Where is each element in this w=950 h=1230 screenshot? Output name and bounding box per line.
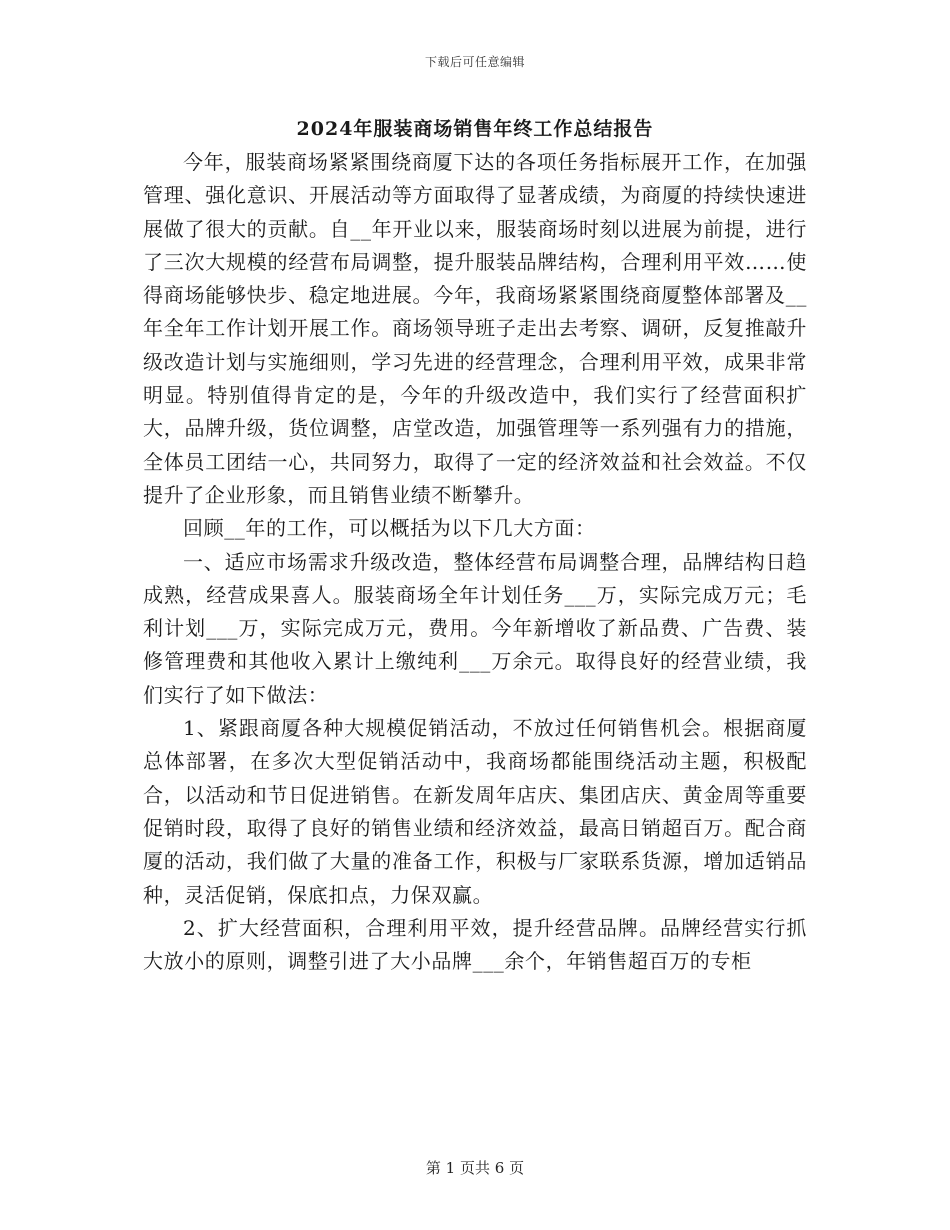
paragraph-item-2: 2、扩大经营面积，合理利用平效，提升经营品牌。品牌经营实行抓大放小的原则，调整引进了大小品牌___余个，年销售超百万的专柜	[143, 915, 807, 974]
header-note: 下载后可任意编辑	[424, 55, 525, 69]
paragraph-item-1: 1、紧跟商厦各种大规模促销活动，不放过任何销售机会。根据商厦总体部署，在多次大型促销活动中，我商场都能围绕活动主题，积极配合，以活动和节日促进销售。在新发周年店庆、集团店庆、黄金周等重要促销时段，取得了良好的销售业绩和经济效益，最高日销超百万。配合商厦的活动，我们做了大量的准备工作，积极与厂家联系货源，增加适销品种，灵活促销，保底扣点，力保双赢。	[143, 716, 807, 907]
paragraph-section-1: 一、适应市场需求升级改造，整体经营布局调整合理，品牌结构日趋成熟，经营成果喜人。服装商场全年计划任务___万，实际完成万元；毛利计划___万，实际完成万元，费用。今年新增收了新品费、广告费、装修管理费和其他收入累计上缴纯利___万余元。取得良好的经营业绩，我们实行了如下做法：	[143, 549, 807, 707]
paragraph-intro: 今年，服装商场紧紧围绕商厦下达的各项任务指标展开工作，在加强管理、强化意识、开展活动等方面取得了显著成绩，为商厦的持续快速进展做了很大的贡献。自__年开业以来，服装商场时刻以进展为前提，进行了三次大规模的经营布局调整，提升服装品牌结构，合理利用平效……使得商场能够快步、稳定地进展。今年，我商场紧紧围绕商厦整体部署及__年全年工作计划开展工作。商场领导班子走出去考察、调研，反复推敲升级改造计划与实施细则，学习先进的经营理念，合理利用平效，成果非常明显。特别值得肯定的是，今年的升级改造中，我们实行了经营面积扩大，品牌升级，货位调整，店堂改造，加强管理等一系列强有力的措施，全体员工团结一心，共同努力，取得了一定的经济效益和社会效益。不仅提升了企业形象，而且销售业绩不断攀升。	[143, 150, 807, 507]
document-title: 2024年服装商场销售年终工作总结报告	[296, 118, 654, 140]
page-number: 第 1 页共 6 页	[425, 1159, 525, 1177]
paragraph-review: 回顾__年的工作，可以概括为以下几大方面：	[183, 516, 596, 541]
document-body	[143, 146, 807, 978]
